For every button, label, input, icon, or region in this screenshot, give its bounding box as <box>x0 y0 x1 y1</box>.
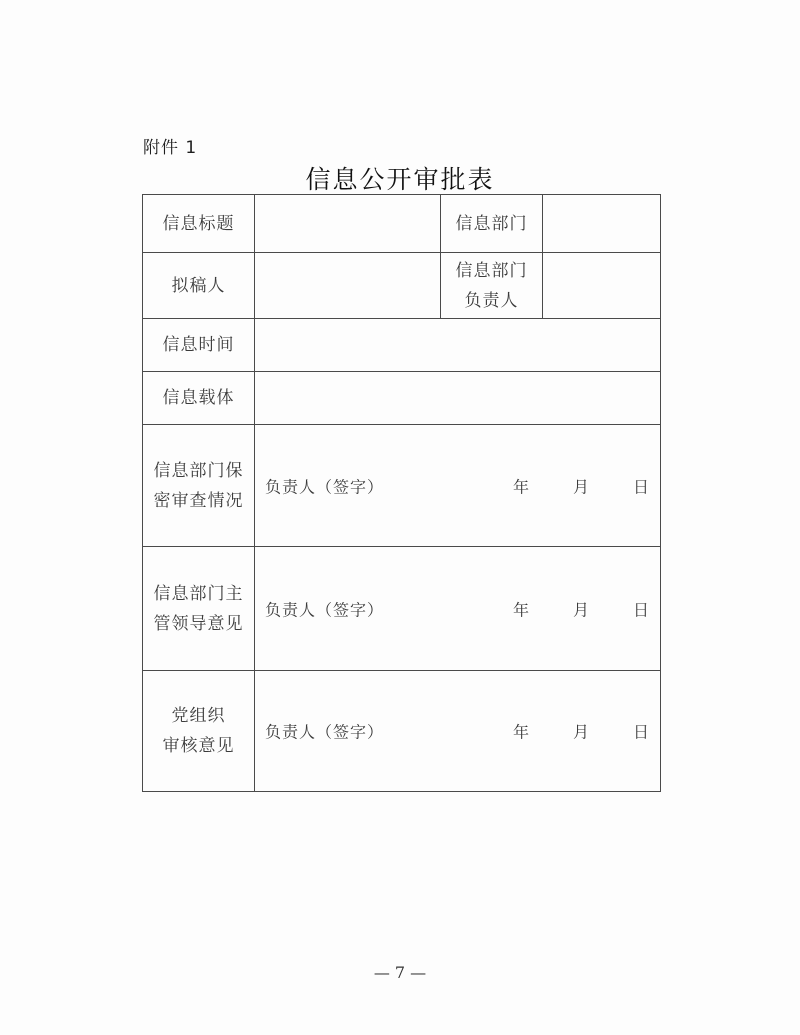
signer-label: 负责人（签字） <box>265 722 385 742</box>
value-info-carrier[interactable] <box>255 372 661 425</box>
label-leader-opinion <box>143 547 255 671</box>
label-party-review <box>143 671 255 792</box>
label-info-title: 信息标题 <box>143 195 255 253</box>
year-label: 年 <box>513 600 530 619</box>
day-label: 日 <box>633 477 650 496</box>
year-label: 年 <box>513 722 530 742</box>
row-info-time <box>143 319 661 372</box>
value-party-review[interactable] <box>255 671 661 792</box>
label-party-review-line2: 审核意见 <box>162 736 235 756</box>
value-drafter[interactable] <box>255 253 441 319</box>
year-label: 年 <box>513 477 530 496</box>
page-number: — 7 — <box>373 963 427 982</box>
attachment-label: 附件 1 <box>143 138 198 158</box>
value-info-title[interactable] <box>255 195 441 253</box>
label-dept-head-line2: 负责人 <box>464 290 519 311</box>
row-leader-opinion <box>143 547 661 671</box>
row-info-carrier <box>143 372 661 425</box>
label-drafter: 拟稿人 <box>143 253 255 319</box>
label-dept-head-line1: 信息部门 <box>455 260 528 281</box>
approval-form-table <box>142 194 661 792</box>
label-confidential-review <box>143 425 255 547</box>
label-dept-head <box>441 253 543 319</box>
value-dept-head[interactable] <box>543 253 661 319</box>
row-info-title <box>143 195 661 253</box>
value-leader-opinion[interactable] <box>255 547 661 671</box>
month-label: 月 <box>573 477 590 496</box>
signer-label: 负责人（签字） <box>265 600 385 619</box>
signer-label: 负责人（签字） <box>265 477 385 496</box>
label-info-time: 信息时间 <box>143 319 255 372</box>
row-confidential-review <box>143 425 661 547</box>
value-info-dept[interactable] <box>543 195 661 253</box>
form-title: 信息公开审批表 <box>305 165 495 194</box>
label-info-carrier: 信息载体 <box>143 372 255 425</box>
label-leader-opinion-line1: 信息部门主 <box>153 583 244 604</box>
label-leader-opinion-line2: 管领导意见 <box>153 613 244 634</box>
label-party-review-line1: 党组织 <box>171 706 226 726</box>
value-info-time[interactable] <box>255 319 661 372</box>
day-label: 日 <box>633 722 650 742</box>
label-info-dept: 信息部门 <box>441 195 543 253</box>
month-label: 月 <box>573 722 590 742</box>
day-label: 日 <box>633 600 650 619</box>
label-confidential-review-line2: 密审查情况 <box>153 490 244 511</box>
row-drafter <box>143 253 661 319</box>
value-confidential-review[interactable] <box>255 425 661 547</box>
label-confidential-review-line1: 信息部门保 <box>153 460 244 481</box>
row-party-review <box>143 671 661 792</box>
month-label: 月 <box>573 600 590 619</box>
